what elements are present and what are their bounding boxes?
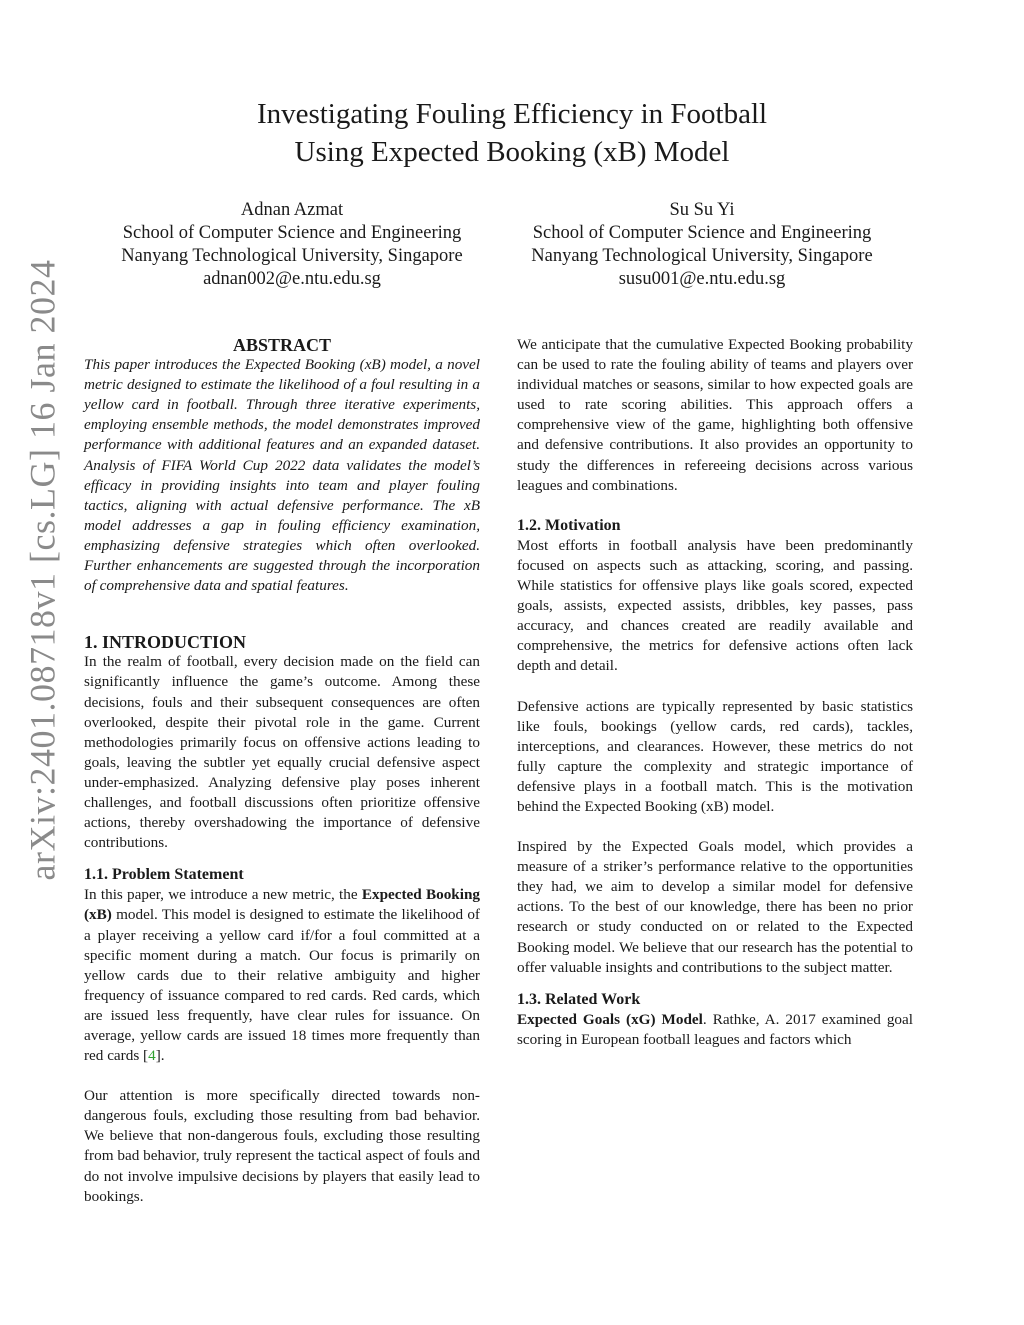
problem-statement-paragraph-3: We anticipate that the cumulative Expected Booking probability can be used to rate the fouling ability of teams and players over individual matches or seasons, similar to how expected goals are used to rate scoring abilities. This approach offers a comprehensive view of the game, highlighting both offensive and defensive contributions. It also provides an opportunity to study the differences in refereeing decisions across various leagues and combinations.	[517, 336, 913, 494]
text-run: In this paper, we introduce a new metric, the	[84, 886, 362, 904]
title-line-2: Using Expected Booking (xB) Model	[294, 136, 730, 168]
abstract-text: This paper introduces the Expected Booking (xB) model, a novel metric designed to estimate the likelihood of a foul resulting in a yellow card in football. Through three iterative experiments, employing ensemble methods, the model demonstrates improved performance with additional features and an expanded dataset. Analysis of FIFA World Cup 2022 data validates the model’s efficacy in providing insights into team and player fouling tactics, aligning with actual defensive performance. The xB model addresses a gap in fouling efficiency examination, emphasizing defensive strategies which often overlooked. Further enhancements are suggested through the incorporation of comprehensive data and spatial features.	[84, 356, 480, 595]
introduction-paragraph: In the realm of football, every decision made on the field can significantly influence the game’s outcome. Among these decisions, fouls and their subsequent consequences are often overlooked, despite their pivotal role in the game. Current methodologies primarily focus on offensive actions leading to goals, leaving the subtler yet equally crucial defensive aspect under-emphasized. Analyzing defensive play poses inherent challenges, and football discussions often prioritize offensive actions, thereby overshadowing the importance of defensive contributions.	[84, 653, 480, 852]
title-line-1: Investigating Fouling Efficiency in Football	[256, 98, 768, 130]
author-name: Su Su Yi	[669, 200, 735, 220]
abstract-heading: ABSTRACT	[232, 335, 332, 355]
paper-title	[0, 95, 1024, 171]
author-university: Nanyang Technological University, Singapore	[121, 246, 463, 266]
author-university: Nanyang Technological University, Singapore	[531, 246, 873, 266]
related-work-paragraph	[517, 1010, 913, 1050]
text-run: ].	[155, 1047, 165, 1065]
author-name: Adnan Azmat	[240, 200, 344, 220]
text-run: . Rathke, A. 2017 examined goal scoring in European football leagues and factors which	[517, 1010, 913, 1048]
right-column	[517, 335, 913, 1050]
problem-statement-paragraph-1	[84, 885, 480, 1066]
problem-statement-paragraph-2: Our attention is more specifically directed towards non-dangerous fouls, excluding those resulting from bad behavior. We believe that non-dangerous fouls, excluding those resulting from bad behavior, truly represent the tactical aspect of fouls and do not involve impulsive decisions by players that easily lead to bookings.	[84, 1087, 480, 1205]
motivation-heading: 1.2. Motivation	[517, 516, 621, 534]
author-department: School of Computer Science and Engineering	[532, 223, 872, 243]
left-column	[84, 335, 480, 1207]
bold-term: Expected Goals (xG) Model	[517, 1010, 703, 1028]
author-department: School of Computer Science and Engineering	[122, 223, 462, 243]
text-run: model. This model is designed to estimate the likelihood of a player receiving a yellow card if/for a foul committed at a specific moment during a match. Our focus is primarily on yellow cards due to their relative ambiguity and higher frequency of issuance compared to red cards. Red cards, which are issued less frequently, have clear rules for issuance. On average, yellow cards are issued 18 times more frequently than red cards [	[84, 906, 480, 1065]
introduction-heading: 1. INTRODUCTION	[84, 632, 247, 653]
related-work-heading: 1.3. Related Work	[517, 990, 641, 1008]
author-email: adnan002@e.ntu.edu.sg	[203, 269, 381, 289]
citation-link[interactable]: 4	[148, 1047, 156, 1065]
arxiv-identifier: arXiv:2401.08718v1 [cs.LG] 16 Jan 2024	[22, 259, 63, 881]
motivation-paragraph-2: Defensive actions are typically represented by basic statistics like fouls, bookings (yellow cards, red cards), tackles, interceptions, and clearances. However, these metrics do not fully capture the complexity and strategic importance of defensive plays in a football match. This is the motivation behind the Expected Booking (xB) model.	[517, 697, 913, 815]
motivation-paragraph-1: Most efforts in football analysis have been predominantly focused on aspects such as attacking, scoring, and passing. While statistics for offensive plays like goals scored, expected goals, assists, expected assists, dribbles, key passes, pass accuracy, and chances created are readily available and comprehensive, the metrics for defensive actions often lack depth and detail.	[517, 536, 913, 675]
author-block-2	[492, 199, 912, 291]
problem-statement-heading: 1.1. Problem Statement	[84, 866, 244, 884]
arxiv-side-label	[22, 190, 62, 950]
bold-term: Expected Booking (xB)	[84, 886, 480, 924]
author-email: susu001@e.ntu.edu.sg	[618, 269, 786, 289]
motivation-paragraph-3: Inspired by the Expected Goals model, which provides a measure of a striker’s performance relative to the opportunities they had, we aim to develop a similar model for defensive actions. To the best of our knowledge, there has been no prior research or study conducted on or related to the Expected Booking model. We believe that our research has the potential to offer valuable insights and contributions to the subject matter.	[517, 838, 913, 976]
author-block-1	[82, 199, 502, 291]
